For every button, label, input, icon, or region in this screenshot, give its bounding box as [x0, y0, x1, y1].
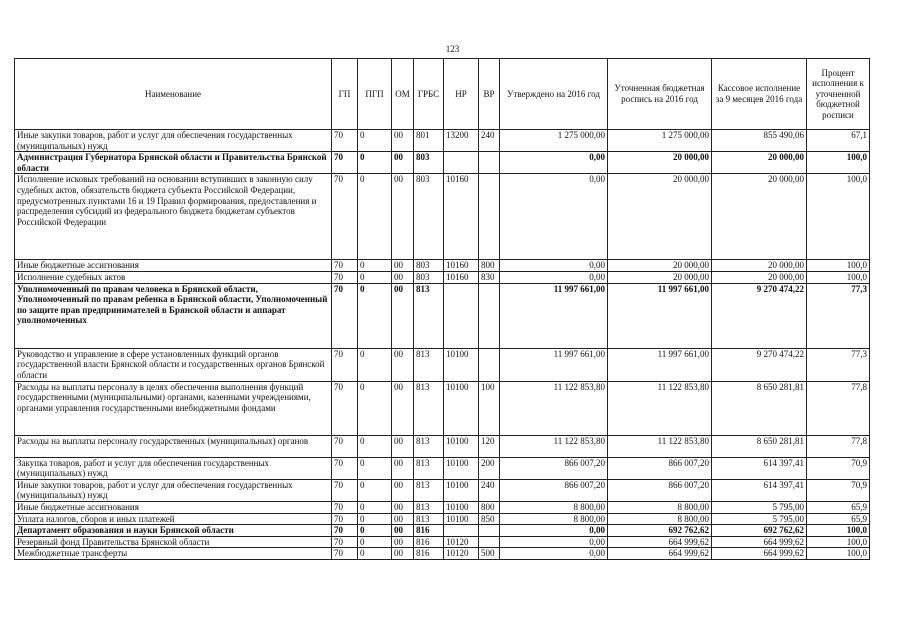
cell-name: Исполнение судебных актов [15, 271, 332, 283]
cell-nr: 10100 [444, 381, 479, 435]
cell-cash: 20 000,00 [712, 271, 807, 283]
header-refined: Уточненная бюджетная роспись на 2016 год [608, 59, 712, 130]
cell-refined: 1 275 000,00 [608, 130, 712, 152]
table-row [15, 479, 870, 501]
cell-refined: 20 000,00 [608, 174, 712, 260]
cell-nr [444, 283, 479, 348]
cell-percent: 100,0 [807, 525, 870, 537]
cell-vr [479, 283, 500, 348]
header-cash: Кассовое исполнение за 9 месяцев 2016 года [712, 59, 807, 130]
cell-grbs: 801 [414, 130, 444, 152]
table-row [15, 381, 870, 435]
cell-vr: 830 [479, 271, 500, 283]
cell-om: 00 [392, 271, 414, 283]
cell-approved: 0,00 [500, 260, 608, 272]
cell-name: Уплата налогов, сборов и иных платежей [15, 513, 332, 525]
cell-om: 00 [392, 435, 414, 457]
cell-name: Расходы на выплаты персоналу государственных (муниципальных) органов [15, 435, 332, 457]
cell-vr [479, 536, 500, 548]
cell-pgp: 0 [358, 435, 392, 457]
cell-gp: 70 [332, 457, 358, 479]
table-row [15, 457, 870, 479]
header-vr: ВР [479, 59, 500, 130]
cell-cash: 8 650 281,81 [712, 435, 807, 457]
cell-om: 00 [392, 283, 414, 348]
cell-vr: 850 [479, 513, 500, 525]
cell-pgp: 0 [358, 501, 392, 513]
cell-grbs: 816 [414, 525, 444, 537]
header-name: Наименование [15, 59, 332, 130]
cell-gp: 70 [332, 348, 358, 381]
cell-gp: 70 [332, 130, 358, 152]
cell-percent: 65,9 [807, 501, 870, 513]
cell-om: 00 [392, 174, 414, 260]
cell-refined: 866 007,20 [608, 479, 712, 501]
cell-approved: 11 122 853,80 [500, 381, 608, 435]
cell-nr: 10100 [444, 435, 479, 457]
cell-nr: 10100 [444, 479, 479, 501]
header-approved: Утверждено на 2016 год [500, 59, 608, 130]
cell-refined: 664 999,62 [608, 548, 712, 560]
cell-pgp: 0 [358, 271, 392, 283]
cell-vr [479, 152, 500, 174]
cell-om: 00 [392, 260, 414, 272]
cell-om: 00 [392, 548, 414, 560]
cell-vr: 500 [479, 548, 500, 560]
table-row [15, 435, 870, 457]
cell-pgp: 0 [358, 260, 392, 272]
cell-pgp: 0 [358, 457, 392, 479]
cell-refined: 11 997 661,00 [608, 348, 712, 381]
table-row [15, 348, 870, 381]
cell-refined: 11 122 853,80 [608, 435, 712, 457]
cell-approved: 0,00 [500, 271, 608, 283]
table-row [15, 283, 870, 348]
table-row [15, 271, 870, 283]
cell-percent: 100,0 [807, 536, 870, 548]
cell-gp: 70 [332, 260, 358, 272]
cell-om: 00 [392, 501, 414, 513]
cell-name: Иные бюджетные ассигнования [15, 501, 332, 513]
cell-name: Администрация Губернатора Брянской области и Правительства Брянской области [15, 152, 332, 174]
cell-grbs: 803 [414, 260, 444, 272]
cell-nr: 13200 [444, 130, 479, 152]
cell-name: Руководство и управление в сфере установленных функций органов государственной власти Брянской области и государственных органов Брянской области [15, 348, 332, 381]
cell-refined: 11 122 853,80 [608, 381, 712, 435]
cell-gp: 70 [332, 271, 358, 283]
table-row [15, 152, 870, 174]
page-number: 123 [445, 44, 460, 54]
cell-percent: 77,3 [807, 348, 870, 381]
cell-om: 00 [392, 130, 414, 152]
cell-vr [479, 525, 500, 537]
cell-vr: 800 [479, 501, 500, 513]
cell-name: Расходы на выплаты персоналу в целях обеспечения выполнения функций государственными (муниципальными) органами, казенными учреждениями, органами управления государственными внебюджетными фондами [15, 381, 332, 435]
cell-vr: 800 [479, 260, 500, 272]
cell-percent: 100,0 [807, 260, 870, 272]
cell-approved: 866 007,20 [500, 457, 608, 479]
cell-name: Исполнение исковых требований на основании вступивших в законную силу судебных актов, обязательств бюджета субъекта Российской Федерации, предусмотренных пунктами 16 и 19 Правил формирования, предоставления и распределения субсидий из федерального бюджета бюджетам субъектов Российской Федерации [15, 174, 332, 260]
cell-pgp: 0 [358, 130, 392, 152]
cell-gp: 70 [332, 501, 358, 513]
cell-vr: 200 [479, 457, 500, 479]
cell-om: 00 [392, 536, 414, 548]
cell-refined: 11 997 661,00 [608, 283, 712, 348]
cell-pgp: 0 [358, 479, 392, 501]
cell-pgp: 0 [358, 548, 392, 560]
cell-cash: 20 000,00 [712, 152, 807, 174]
cell-grbs: 813 [414, 513, 444, 525]
cell-approved: 1 275 000,00 [500, 130, 608, 152]
cell-vr: 120 [479, 435, 500, 457]
cell-gp: 70 [332, 548, 358, 560]
cell-gp: 70 [332, 435, 358, 457]
cell-om: 00 [392, 381, 414, 435]
cell-cash: 614 397,41 [712, 479, 807, 501]
cell-refined: 20 000,00 [608, 271, 712, 283]
cell-nr: 10100 [444, 348, 479, 381]
cell-grbs: 813 [414, 479, 444, 501]
table-row [15, 130, 870, 152]
cell-approved: 0,00 [500, 152, 608, 174]
cell-name: Иные бюджетные ассигнования [15, 260, 332, 272]
cell-approved: 11 997 661,00 [500, 348, 608, 381]
cell-percent: 100,0 [807, 271, 870, 283]
cell-grbs: 816 [414, 536, 444, 548]
cell-percent: 100,0 [807, 152, 870, 174]
cell-grbs: 803 [414, 152, 444, 174]
cell-grbs: 813 [414, 348, 444, 381]
cell-name: Уполномоченный по правам человека в Брянской области, Уполномоченный по правам ребенка в Брянской области, Уполномоченный по защите прав предпринимателей в Брянской области и аппарат уполномоченных [15, 283, 332, 348]
cell-percent: 100,0 [807, 174, 870, 260]
header-om: ОМ [392, 59, 414, 130]
cell-vr [479, 174, 500, 260]
cell-cash: 20 000,00 [712, 174, 807, 260]
cell-refined: 8 800,00 [608, 513, 712, 525]
cell-vr: 240 [479, 479, 500, 501]
cell-name: Иные закупки товаров, работ и услуг для обеспечения государственных (муниципальных) нужд [15, 479, 332, 501]
table-header-row [15, 59, 870, 130]
cell-percent: 77,8 [807, 381, 870, 435]
cell-cash: 855 490,06 [712, 130, 807, 152]
cell-refined: 692 762,62 [608, 525, 712, 537]
cell-approved: 0,00 [500, 174, 608, 260]
cell-nr: 10160 [444, 260, 479, 272]
header-percent: Процент исполнения к уточненной бюджетной росписи [807, 59, 870, 130]
cell-pgp: 0 [358, 381, 392, 435]
cell-percent: 100,0 [807, 548, 870, 560]
cell-percent: 77,3 [807, 283, 870, 348]
cell-pgp: 0 [358, 536, 392, 548]
cell-nr: 10100 [444, 501, 479, 513]
table-row [15, 525, 870, 537]
cell-grbs: 813 [414, 501, 444, 513]
cell-om: 00 [392, 348, 414, 381]
header-grbs: ГРБС [414, 59, 444, 130]
cell-nr: 10160 [444, 271, 479, 283]
cell-grbs: 803 [414, 271, 444, 283]
cell-pgp: 0 [358, 513, 392, 525]
cell-gp: 70 [332, 283, 358, 348]
cell-percent: 70,9 [807, 457, 870, 479]
cell-approved: 11 122 853,80 [500, 435, 608, 457]
cell-pgp: 0 [358, 525, 392, 537]
table-row [15, 174, 870, 260]
cell-cash: 664 999,62 [712, 548, 807, 560]
cell-nr: 10120 [444, 548, 479, 560]
cell-grbs: 816 [414, 548, 444, 560]
cell-gp: 70 [332, 513, 358, 525]
cell-cash: 20 000,00 [712, 260, 807, 272]
header-pgp: ПГП [358, 59, 392, 130]
cell-pgp: 0 [358, 283, 392, 348]
cell-pgp: 0 [358, 348, 392, 381]
header-gp: ГП [332, 59, 358, 130]
cell-nr: 10100 [444, 513, 479, 525]
table-body [15, 130, 870, 560]
cell-refined: 866 007,20 [608, 457, 712, 479]
cell-name: Иные закупки товаров, работ и услуг для обеспечения государственных (муниципальных) нужд [15, 130, 332, 152]
cell-cash: 614 397,41 [712, 457, 807, 479]
cell-cash: 8 650 281,81 [712, 381, 807, 435]
cell-percent: 77,8 [807, 435, 870, 457]
cell-cash: 692 762,62 [712, 525, 807, 537]
cell-name: Департамент образования и науки Брянской области [15, 525, 332, 537]
table-row [15, 513, 870, 525]
cell-vr: 240 [479, 130, 500, 152]
cell-percent: 65,9 [807, 513, 870, 525]
cell-cash: 5 795,00 [712, 501, 807, 513]
cell-nr [444, 152, 479, 174]
cell-vr: 100 [479, 381, 500, 435]
table-row [15, 260, 870, 272]
cell-approved: 8 800,00 [500, 501, 608, 513]
cell-nr: 10100 [444, 457, 479, 479]
cell-refined: 8 800,00 [608, 501, 712, 513]
cell-gp: 70 [332, 536, 358, 548]
cell-om: 00 [392, 513, 414, 525]
cell-grbs: 813 [414, 457, 444, 479]
cell-cash: 5 795,00 [712, 513, 807, 525]
table-row [15, 536, 870, 548]
cell-approved: 0,00 [500, 525, 608, 537]
cell-refined: 20 000,00 [608, 152, 712, 174]
cell-gp: 70 [332, 152, 358, 174]
cell-approved: 0,00 [500, 536, 608, 548]
cell-approved: 866 007,20 [500, 479, 608, 501]
cell-approved: 8 800,00 [500, 513, 608, 525]
cell-cash: 664 999,62 [712, 536, 807, 548]
cell-gp: 70 [332, 174, 358, 260]
cell-pgp: 0 [358, 174, 392, 260]
cell-nr: 10120 [444, 536, 479, 548]
cell-percent: 67,1 [807, 130, 870, 152]
cell-grbs: 813 [414, 283, 444, 348]
table-row [15, 501, 870, 513]
cell-cash: 9 270 474,22 [712, 283, 807, 348]
cell-approved: 11 997 661,00 [500, 283, 608, 348]
budget-table [14, 58, 870, 560]
cell-name: Закупка товаров, работ и услуг для обеспечения государственных (муниципальных) нужд [15, 457, 332, 479]
cell-vr [479, 348, 500, 381]
cell-refined: 664 999,62 [608, 536, 712, 548]
cell-gp: 70 [332, 479, 358, 501]
cell-om: 00 [392, 457, 414, 479]
cell-cash: 9 270 474,22 [712, 348, 807, 381]
cell-gp: 70 [332, 381, 358, 435]
cell-om: 00 [392, 479, 414, 501]
cell-approved: 0,00 [500, 548, 608, 560]
cell-om: 00 [392, 525, 414, 537]
header-nr: НР [444, 59, 479, 130]
cell-grbs: 803 [414, 174, 444, 260]
cell-grbs: 813 [414, 381, 444, 435]
table-row [15, 548, 870, 560]
cell-refined: 20 000,00 [608, 260, 712, 272]
cell-grbs: 813 [414, 435, 444, 457]
cell-name: Межбюджетные трансферты [15, 548, 332, 560]
cell-name: Резервный фонд Правительства Брянской области [15, 536, 332, 548]
cell-percent: 70,9 [807, 479, 870, 501]
cell-gp: 70 [332, 525, 358, 537]
cell-om: 00 [392, 152, 414, 174]
cell-nr: 10160 [444, 174, 479, 260]
cell-nr [444, 525, 479, 537]
cell-pgp: 0 [358, 152, 392, 174]
